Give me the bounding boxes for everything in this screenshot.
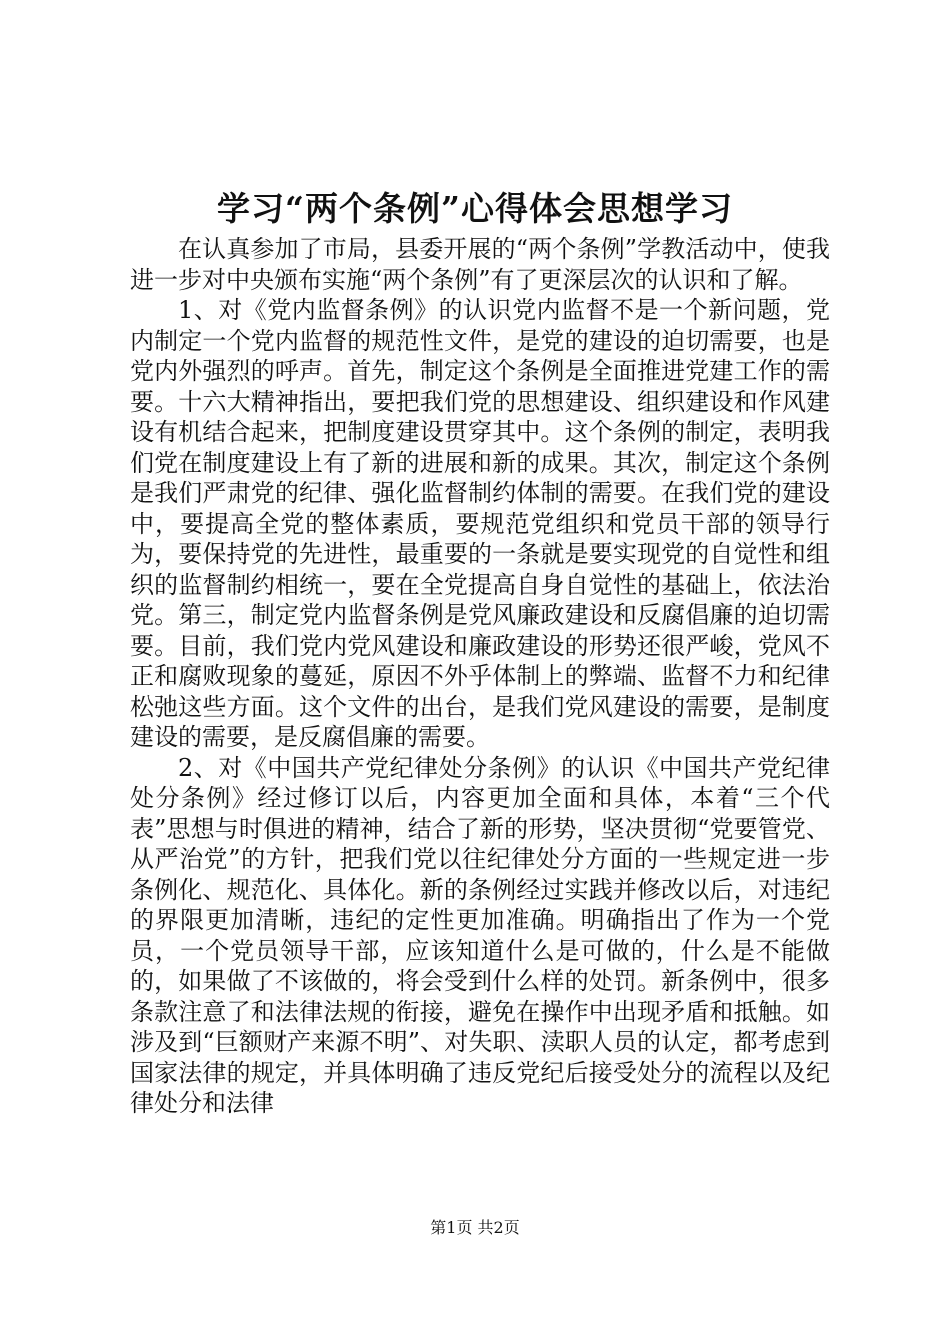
paragraph-intro: 在认真参加了市局，县委开展的“两个条例”学教活动中，使我进一步对中央颁布实施“两个条例”有了更深层次的认识和了解。 — [130, 235, 830, 294]
document-body — [130, 234, 830, 1119]
paragraph-discipline-regulation: 2、对《中国共产党纪律处分条例》的认识《中国共产党纪律处分条例》经过修订以后，内容更加全面和具体，本着“三个代表”思想与时俱进的精神，结合了新的形势，坚决贯彻“党要管党、从严治党”的方针，把我们党以往纪律处分方面的一些规定进一步条例化、规范化、具体化。新的条例经过实践并修改以后，对违纪的界限更加清晰，违纪的定性更加准确。明确指出了作为一个党员，一个党员领导干部，应该知道什么是可做的，什么是不能做的，如果做了不该做的，将会受到什么样的处罚。新条例中，很多条款注意了和法律法规的衔接，避免在操作中出现矛盾和抵触。如涉及到“巨额财产来源不明”、对失职、渎职人员的认定，都考虑到国家法律的规定，并具体明确了违反党纪后接受处分的流程以及纪律处分和法律 — [130, 753, 830, 1117]
page-number-footer: 第1页 共2页 — [430, 1218, 520, 1237]
document-title: 学习“两个条例”心得体会思想学习 — [217, 189, 733, 228]
paragraph-supervision-regulation: 1、对《党内监督条例》的认识党内监督不是一个新问题，党内制定一个党内监督的规范性文件，是党的建设的迫切需要，也是党内外强烈的呼声。首先，制定这个条例是全面推进党建工作的需要。十六大精神指出，要把我们党的思想建设、组织建设和作风建设有机结合起来，把制度建设贯穿其中。这个条例的制定，表明我们党在制度建设上有了新的进展和新的成果。其次，制定这个条例是我们严肃党的纪律、强化监督制约体制的需要。在我们党的建设中，要提高全党的整体素质，要规范党组织和党员干部的领导行为，要保持党的先进性，最重要的一条就是要实现党的自觉性和组织的监督制约相统一，要在全党提高自身自觉性的基础上，依法治党。第三，制定党内监督条例是党风廉政建设和反腐倡廉的迫切需要。目前，我们党内党风建设和廉政建设的形势还很严峻，党风不正和腐败现象的蔓延，原因不外乎体制上的弊端、监督不力和纪律松弛这些方面。这个文件的出台，是我们党风建设的需要，是制度建设的需要，是反腐倡廉的需要。 — [130, 296, 830, 751]
